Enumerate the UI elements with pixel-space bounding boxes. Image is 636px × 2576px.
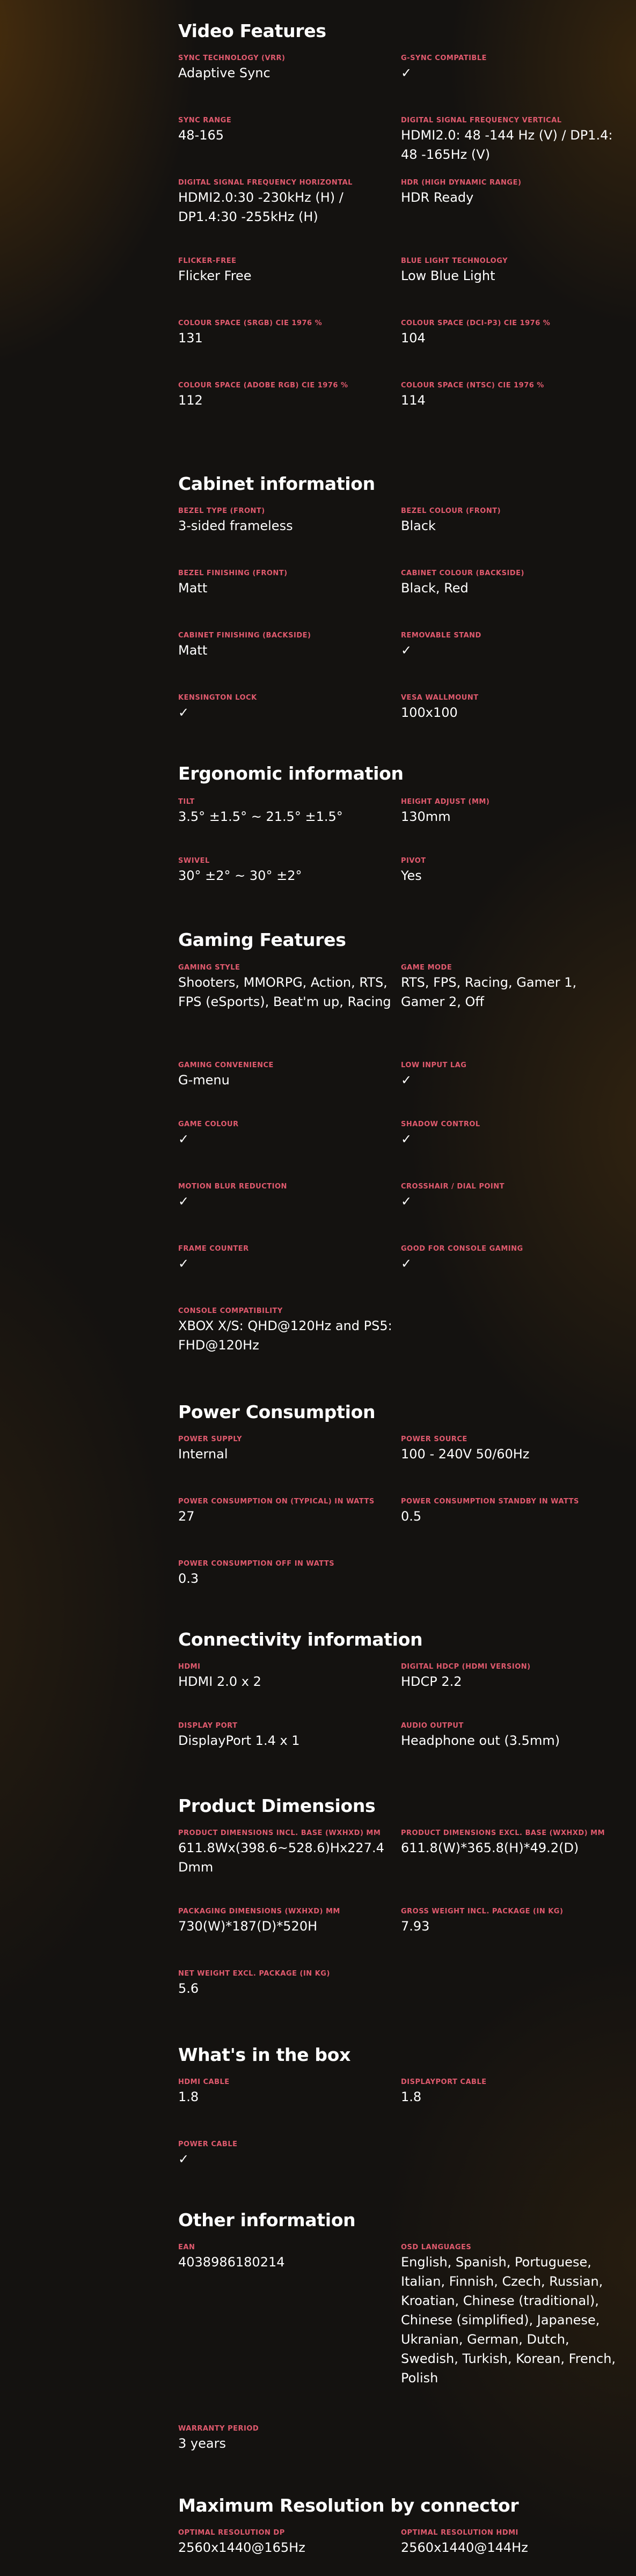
spec-label: HDMI [178,1663,201,1671]
spec-label: BEZEL COLOUR (FRONT) [401,507,501,515]
spec-label: REMOVABLE STAND [401,632,481,640]
spec-value: 3 years [178,2436,226,2451]
section-power-consumption [178,1401,618,1597]
spec-value: XBOX X/S: QHD@120Hz and PS5: FHD@120Hz [178,1318,392,1353]
spec-item [178,1183,401,1245]
section-title: What's in the box [178,2044,351,2065]
spec-label: DISPLAYPORT CABLE [401,2078,487,2086]
spec-value: Adaptive Sync [178,65,271,80]
spec-label: OPTIMAL RESOLUTION HDMI [401,2529,518,2537]
spec-value: 112 [178,393,203,408]
spec-item [178,1120,401,1183]
spec-label: SWIVEL [178,857,210,865]
spec-label: SHADOW CONTROL [401,1120,480,1128]
spec-item [178,1061,401,1120]
spec-value: ✓ [401,65,412,80]
spec-value: English, Spanish, Portuguese, Italian, Finnish, Czech, Russian, Kroatian, Chinese (traditional), Chinese (simplified), Japanese, Ukranian, German, Dutch, Swedish, Turkish, Korean, French, Polish [401,2255,616,2386]
spec-label: POWER SOURCE [401,1435,467,1443]
spec-value: HDMI2.0: 48 -144 Hz (V) / DP1.4: 48 -165Hz (V) [401,128,613,162]
spec-item [178,2243,401,2425]
spec-value: 104 [401,331,426,346]
spec-item [401,381,618,419]
spec-item [401,116,618,179]
spec-item [178,694,401,731]
spec-item [178,1829,401,1907]
spec-label: GROSS WEIGHT INCL. PACKAGE (IN KG) [401,1907,564,1916]
spec-item [401,1120,618,1183]
spec-label: CROSSHAIR / DIAL POINT [401,1183,505,1191]
spec-label: COLOUR SPACE (NTSC) CIE 1976 % [401,381,544,390]
spec-label: POWER SUPPLY [178,1435,242,1443]
spec-value: Headphone out (3.5mm) [401,1733,560,1748]
spec-value: Flicker Free [178,268,252,283]
spec-label: HDR (HIGH DYNAMIC RANGE) [401,179,522,187]
spec-label: FRAME COUNTER [178,1245,249,1253]
spec-label: SYNC RANGE [178,116,232,124]
spec-value: 48-165 [178,128,224,143]
spec-item [178,1435,401,1498]
spec-value: 131 [178,331,203,346]
spec-item [401,798,618,857]
spec-value: 5.6 [178,1981,199,1996]
spec-label: EAN [178,2243,195,2251]
spec-value: HDMI 2.0 x 2 [178,1674,261,1689]
spec-item [401,179,618,257]
spec-value: 130mm [401,809,451,824]
section-cabinet-information [178,473,618,731]
spec-value: Low Blue Light [401,268,495,283]
spec-item [178,1307,401,1361]
spec-label: PACKAGING DIMENSIONS (WXHXD) MM [178,1907,340,1916]
section-whats-in-the-box [178,2044,618,2178]
spec-item [401,1183,618,1245]
spec-item [178,2425,401,2462]
spec-label: BEZEL FINISHING (FRONT) [178,569,288,577]
spec-label: NET WEIGHT EXCL. PACKAGE (IN KG) [178,1970,330,1978]
section-title: Video Features [178,20,326,41]
spec-label: HEIGHT ADJUST (MM) [401,798,490,806]
spec-label: BEZEL TYPE (FRONT) [178,507,265,515]
spec-label: SYNC TECHNOLOGY (VRR) [178,54,286,62]
spec-item [178,1722,401,1759]
spec-item [178,257,401,319]
spec-label: MOTION BLUR REDUCTION [178,1183,287,1191]
spec-value: 100 - 240V 50/60Hz [401,1447,530,1462]
spec-label: COLOUR SPACE (ADOBE RGB) CIE 1976 % [178,381,348,390]
spec-label: AUDIO OUTPUT [401,1722,464,1730]
spec-label: VESA WALLMOUNT [401,694,479,702]
section-title: Other information [178,2210,356,2230]
spec-label: DISPLAY PORT [178,1722,238,1730]
spec-value: ✓ [178,1132,189,1147]
spec-item [178,2529,401,2566]
spec-label: DIGITAL HDCP (HDMI VERSION) [401,1663,531,1671]
spec-label: TILT [178,798,195,806]
spec-item [178,1560,401,1597]
spec-label: DIGITAL SIGNAL FREQUENCY VERTICAL [401,116,562,124]
spec-item [401,857,618,894]
section-title: Maximum Resolution by connector [178,2495,519,2516]
spec-label: HDMI CABLE [178,2078,230,2086]
spec-item [401,319,618,381]
spec-value: ✓ [178,1194,189,1209]
spec-label: CABINET COLOUR (BACKSIDE) [401,569,524,577]
spec-value: Black, Red [401,581,469,596]
spec-value: HDMI2.0:30 -230kHz (H) / DP1.4:30 -255kHz (H) [178,190,343,224]
spec-value: 3.5° ±1.5° ~ 21.5° ±1.5° [178,809,343,824]
spec-label: PRODUCT DIMENSIONS INCL. BASE (WXHXD) MM [178,1829,381,1837]
spec-item [178,116,401,179]
spec-item [178,54,401,116]
section-gaming-features [178,929,618,1361]
spec-item [178,857,401,894]
spec-item [178,1663,401,1722]
spec-value: ✓ [401,1256,412,1271]
spec-item [401,1663,618,1722]
spec-value: Matt [178,581,208,596]
spec-value: 27 [178,1509,195,1524]
spec-value: 30° ±2° ~ 30° ±2° [178,868,302,883]
section-other-information [178,2210,618,2462]
spec-item [178,569,401,632]
spec-value: 611.8(W)*365.8(H)*49.2(D) [401,1840,579,1855]
spec-value: ✓ [401,1073,412,1088]
spec-value: 2560x1440@144Hz [401,2540,528,2555]
spec-value: DisplayPort 1.4 x 1 [178,1733,300,1748]
spec-label: GAME COLOUR [178,1120,239,1128]
spec-item [178,1498,401,1560]
spec-value: ✓ [178,2152,189,2167]
spec-label: COLOUR SPACE (DCI-P3) CIE 1976 % [401,319,551,327]
spec-value: G-menu [178,1073,230,1088]
spec-item [178,507,401,569]
spec-item [401,632,618,694]
spec-item [401,2078,618,2140]
spec-value: RTS, FPS, Racing, Gamer 1, Gamer 2, Off [401,975,577,1009]
spec-value: ✓ [401,1132,412,1147]
spec-value: 4038986180214 [178,2255,285,2270]
spec-item [401,569,618,632]
spec-value: Shooters, MMORPG, Action, RTS, FPS (eSports), Beat'm up, Racing [178,975,391,1009]
spec-label: DIGITAL SIGNAL FREQUENCY HORIZONTAL [178,179,353,187]
spec-label: GOOD FOR CONSOLE GAMING [401,1245,523,1253]
section-ergonomic-information [178,763,618,894]
section-title: Ergonomic information [178,763,404,784]
section-product-dimensions [178,1795,618,2007]
spec-value: 611.8Wx(398.6~528.6)Hx227.4Dmm [178,1840,384,1875]
spec-item [401,694,618,731]
spec-item [401,2529,618,2566]
spec-label: OSD LANGUAGES [401,2243,472,2251]
spec-item [178,1970,401,2007]
spec-item [401,2243,618,2425]
spec-value: ✓ [401,1194,412,1209]
spec-value: 114 [401,393,426,408]
spec-item [401,964,618,1061]
spec-item [178,2140,401,2178]
spec-item [178,2078,401,2140]
spec-label: POWER CONSUMPTION ON (TYPICAL) IN WATTS [178,1498,375,1506]
section-title: Gaming Features [178,929,346,950]
spec-value: 1.8 [401,2089,422,2104]
spec-item [401,257,618,319]
spec-label: PRODUCT DIMENSIONS EXCL. BASE (WXHXD) MM [401,1829,605,1837]
spec-item [178,798,401,857]
spec-item [401,54,618,116]
spec-value: HDR Ready [401,190,474,205]
spec-label: BLUE LIGHT TECHNOLOGY [401,257,508,265]
spec-item [401,1435,618,1498]
section-title: Connectivity information [178,1629,423,1650]
spec-label: CABINET FINISHING (BACKSIDE) [178,632,311,640]
spec-label: POWER CONSUMPTION OFF IN WATTS [178,1560,335,1568]
spec-label: COLOUR SPACE (SRGB) CIE 1976 % [178,319,323,327]
spec-item [401,1829,618,1907]
spec-value: 0.3 [178,1571,199,1586]
spec-label: LOW INPUT LAG [401,1061,467,1069]
spec-value: ✓ [401,643,412,658]
spec-label: GAME MODE [401,964,452,972]
spec-value: Yes [401,868,422,883]
spec-value: ✓ [178,1256,189,1271]
spec-item [178,179,401,257]
spec-label: CONSOLE COMPATIBILITY [178,1307,283,1315]
section-title: Power Consumption [178,1401,376,1422]
spec-item [178,1245,401,1307]
spec-value: 1.8 [178,2089,199,2104]
section-video-features [178,20,618,419]
spec-item [178,964,401,1061]
spec-value: 100x100 [401,705,458,720]
spec-item [401,1722,618,1759]
spec-item [401,1498,618,1560]
spec-label: KENSINGTON LOCK [178,694,257,702]
section-maximum-resolution [178,2495,618,2566]
spec-label: GAMING STYLE [178,964,240,972]
spec-label: POWER CABLE [178,2140,238,2148]
spec-value: 730(W)*187(D)*520H [178,1919,318,1934]
spec-value: 0.5 [401,1509,422,1524]
spec-label: OPTIMAL RESOLUTION DP [178,2529,285,2537]
spec-item [401,507,618,569]
spec-item [401,1245,618,1307]
spec-value: HDCP 2.2 [401,1674,462,1689]
spec-value: Black [401,518,436,533]
spec-value: 3-sided frameless [178,518,293,533]
spec-label: G-SYNC COMPATIBLE [401,54,487,62]
spec-label: GAMING CONVENIENCE [178,1061,274,1069]
spec-label: POWER CONSUMPTION STANDBY IN WATTS [401,1498,579,1506]
spec-item [178,319,401,381]
spec-label: WARRANTY PERIOD [178,2425,259,2433]
spec-item [178,381,401,419]
section-title: Product Dimensions [178,1795,376,1816]
spec-item [401,1061,618,1120]
spec-value: 2560x1440@165Hz [178,2540,305,2555]
section-title: Cabinet information [178,473,375,494]
spec-item [178,632,401,694]
spec-value: ✓ [178,705,189,720]
spec-value: 7.93 [401,1919,430,1934]
section-connectivity-information [178,1629,618,1759]
spec-value: Matt [178,643,208,658]
spec-label: FLICKER-FREE [178,257,237,265]
spec-item [401,1907,618,1970]
spec-label: PIVOT [401,857,426,865]
spec-value: Internal [178,1447,228,1462]
spec-item [178,1907,401,1970]
